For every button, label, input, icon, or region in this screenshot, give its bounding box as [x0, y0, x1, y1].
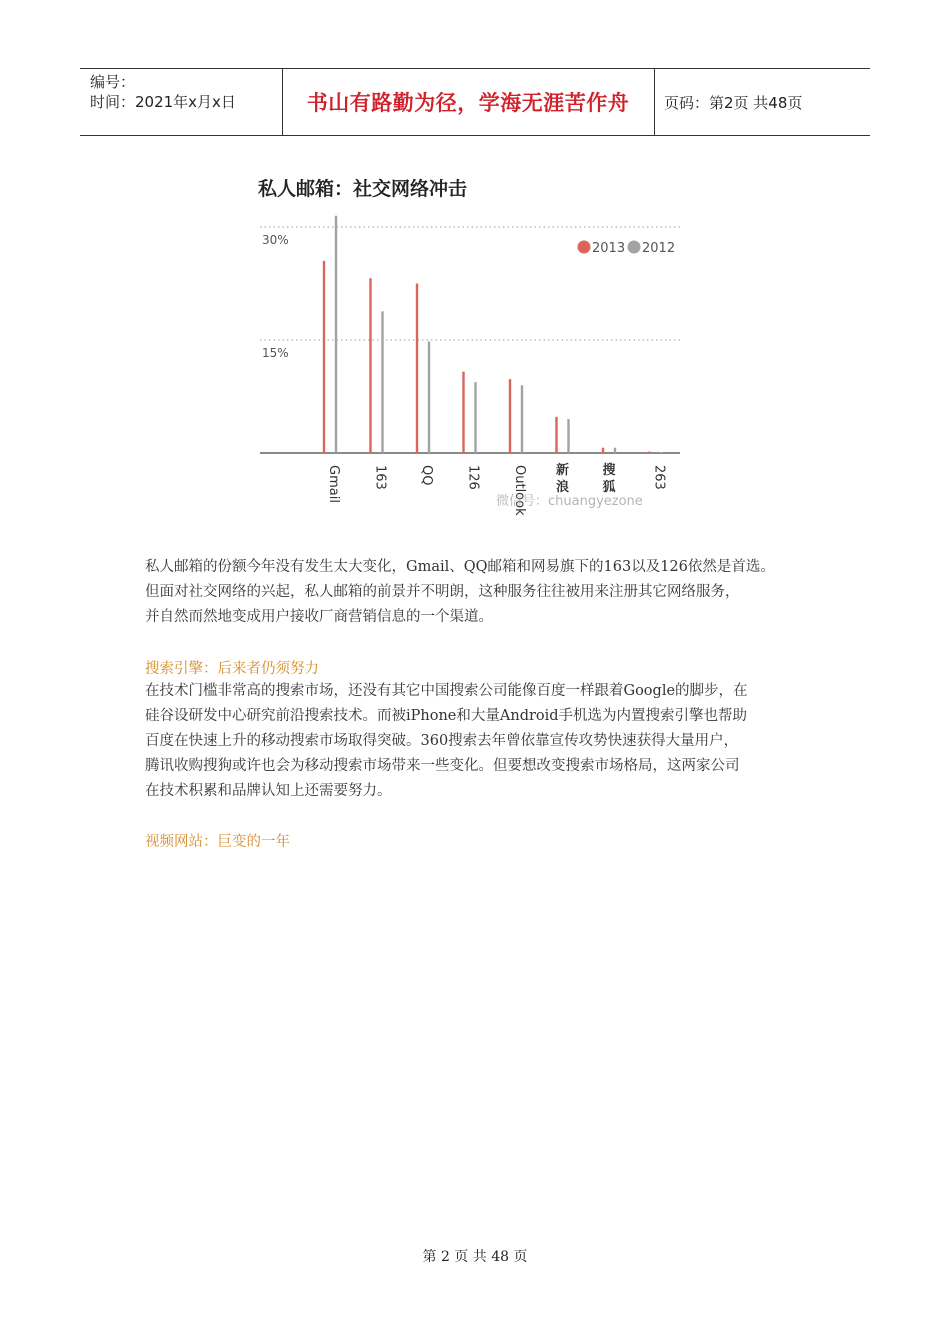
- legend-label: 2013: [592, 241, 626, 256]
- page-footer: 第 2 页 共 48 页: [422, 1249, 528, 1265]
- x-tick-label: 搜狐: [602, 463, 616, 495]
- text-line: 私人邮箱的份额今年没有发生太大变化，Gmail、QQ邮箱和网易旗下的163以及126依然是首选。: [145, 559, 775, 575]
- y-tick-label: 15%: [262, 346, 289, 360]
- text-line: 腾讯收购搜狗或许也会为移动搜索市场带来一些变化。但要想改变搜索市场格局，这两家公司: [145, 758, 740, 774]
- paragraph-search: [145, 679, 825, 804]
- chart-canvas: [258, 168, 698, 528]
- x-tick-label: 163: [372, 465, 388, 490]
- section-heading-search: 搜索引擎：后来者仍须努力: [145, 661, 319, 677]
- paragraph-email: [145, 555, 825, 630]
- header-motto-cell: [282, 69, 655, 135]
- header-info-cell: [80, 69, 283, 135]
- chart-watermark: 微信号：chuangyezone: [496, 494, 643, 509]
- x-tick-label: 126: [465, 465, 481, 490]
- x-tick-label: Outlook: [512, 465, 527, 516]
- text-line: 在技术门槛非常高的搜索市场，还没有其它中国搜索公司能像百度一样跟着Google的脚步，在: [145, 683, 748, 699]
- email-share-chart: [258, 168, 698, 528]
- legend-dot-2012: [628, 241, 641, 254]
- motto-text: 书山有路勤为径，学海无涯苦作舟: [306, 91, 630, 115]
- text-line: 但面对社交网络的兴起，私人邮箱的前景并不明朗，这种服务往往被用来注册其它网络服务，: [145, 584, 740, 600]
- serial-label: 编号：: [90, 73, 136, 91]
- section-heading-video: 视频网站：巨变的一年: [145, 834, 290, 850]
- x-tick-label: QQ: [419, 465, 434, 486]
- header-page-cell: [654, 69, 870, 135]
- time-label: 时间：2021年x月x日: [90, 93, 236, 111]
- text-line: 在技术积累和品牌认知上还需要努力。: [145, 783, 392, 799]
- text-line: 并自然而然地变成用户接收厂商营销信息的一个渠道。: [145, 609, 493, 625]
- x-tick-label: 263: [651, 465, 667, 490]
- text-line: 硅谷设研发中心研究前沿搜索技术。而被iPhone和大量Android手机选为内置搜索引擎也帮助: [145, 708, 748, 724]
- page-info: 页码：第2页 共48页: [664, 93, 803, 112]
- y-tick-label: 30%: [262, 233, 289, 247]
- chart-title: 私人邮箱：社交网络冲击: [258, 178, 468, 200]
- page-header: [80, 68, 870, 136]
- legend-dot-2013: [578, 241, 591, 254]
- x-tick-label: Gmail: [326, 465, 341, 503]
- legend-label: 2012: [642, 241, 676, 256]
- x-tick-label: 新浪: [555, 463, 570, 495]
- text-line: 百度在快速上升的移动搜索市场取得突破。360搜索去年曾依靠宣传攻势快速获得大量用户，: [145, 733, 739, 749]
